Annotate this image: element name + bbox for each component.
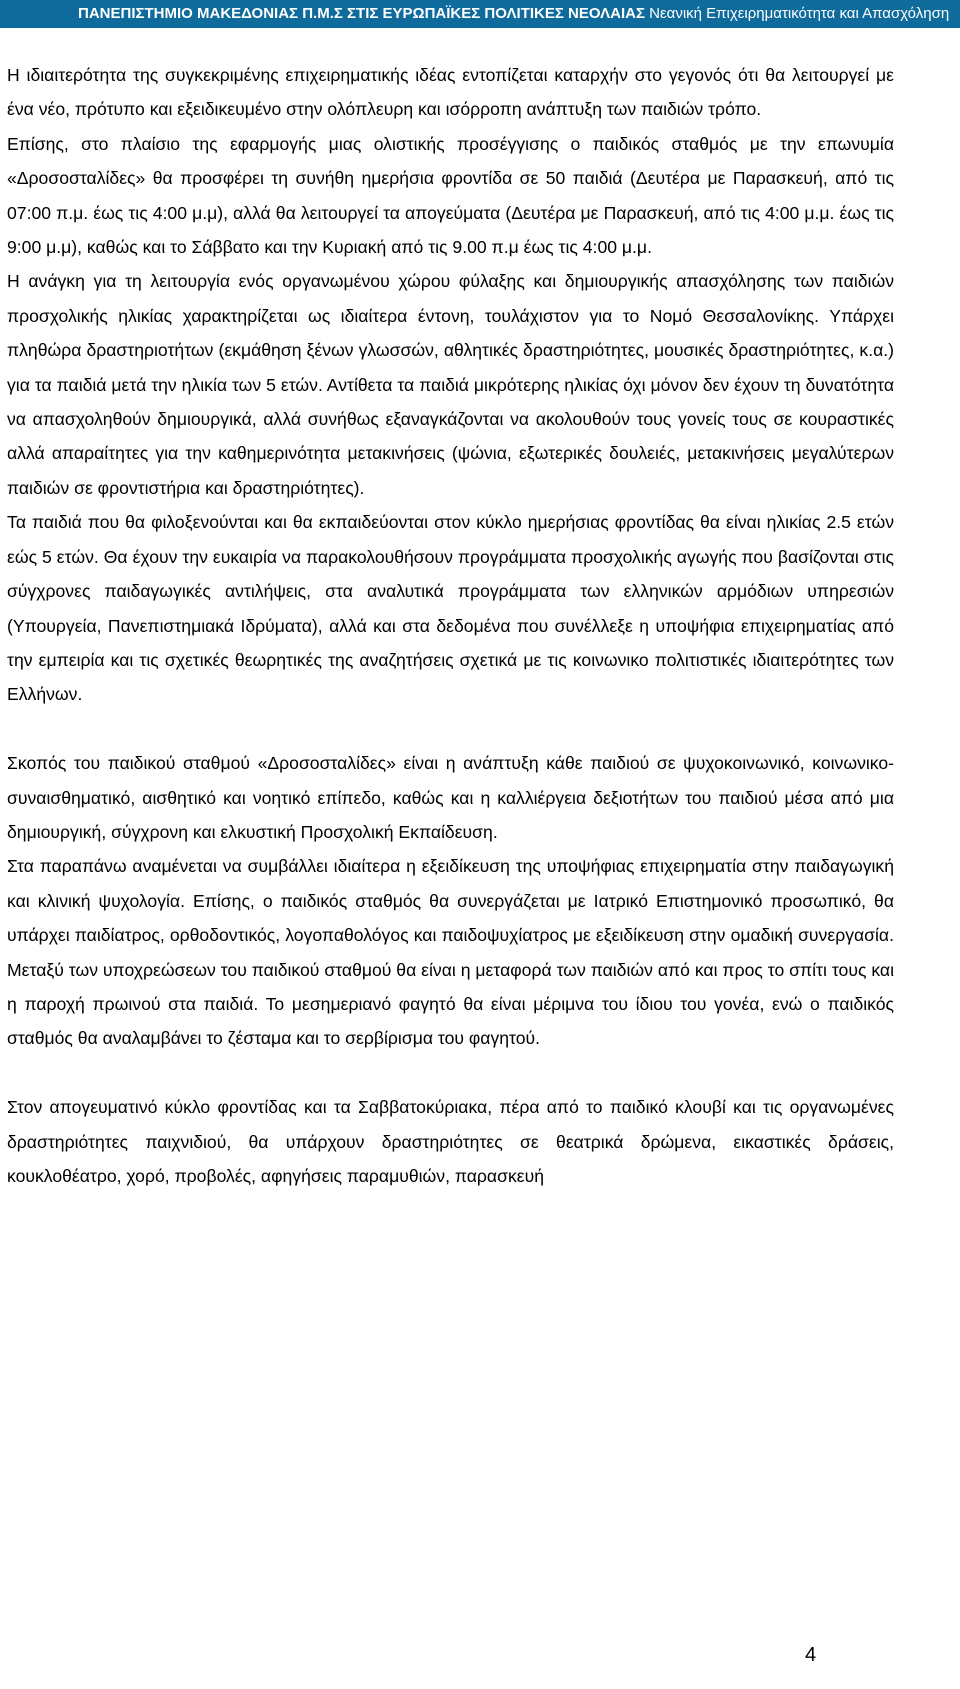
paragraph: Στον απογευματινό κύκλο φροντίδας και τα Σαββατοκύριακα, πέρα από το παιδικό κλουβί και τις οργανωμένες δραστηριότητες παιχνιδιού, θα υπάρχουν δραστηριότητες σε θεατρικά δρώμενα, εικαστικές δράσεις, κουκλοθέατρο, χορό, προβολές, αφηγήσεις παραμυθιών, παρασκευή: [7, 1097, 894, 1186]
paragraph: Τα παιδιά που θα φιλοξενούνται και θα εκπαιδεύονται στον κύκλο ημερήσιας φροντίδας θα είναι ηλικίας 2.5 ετών εώς 5 ετών. Θα έχουν την ευκαιρία να παρακολουθήσουν προγράμματα προσχολικής αγωγής που βασίζονται στις σύγχρονες παιδαγωγικές αντιλήψεις, στα αναλυτικά προγράμματα των ελληνικών αρμόδιων υπηρεσιών (Υπουργεία, Πανεπιστημιακά Ιδρύματα), αλλά και στα δεδομένα που συνέλλεξε η υποψήφια επιχειρηματίας από την εμπειρία και τις σχετικές θεωρητικές της αναζητήσεις σχετικά με τις κοινωνικο πολιτιστικές ιδιαιτερότητες των Ελλήνων.: [7, 512, 894, 705]
paragraph: Σκοπός του παιδικού σταθμού «Δροσοσταλίδες» είναι η ανάπτυξη κάθε παιδιού σε ψυχοκοινωνικό, κοινωνικο- συναισθηματικό, αισθητικό και νοητικό επίπεδο, καθώς και η καλλιέργεια δεξιοτήτων του παιδιού μέσα από μια δημιουργική, σύγχρονη και ελκυστική Προσχολική Εκπαίδευση.: [7, 753, 894, 842]
paragraph: Η ιδιαιτερότητα της συγκεκριμένης επιχειρηματικής ιδέας εντοπίζεται καταρχήν στο γεγονός ότι θα λειτουργεί με ένα νέο, πρότυπο και εξειδικευμένο στην ολόπλευρη και ισόρροπη ανάπτυξη των παιδιών τρόπο.: [7, 65, 894, 120]
header-subtitle: Νεανική Επιχειρηματικότητα και Απασχόληση: [644, 5, 950, 22]
paragraph: Στα παραπάνω αναμένεται να συμβάλλει ιδιαίτερα η εξειδίκευση της υποψήφιας επιχειρηματία στην παιδαγωγική και κλινική ψυχολογία. Επίσης, ο παιδικός σταθμός θα συνεργάζεται με Ιατρικό Επιστημονικό προσωπικό, θα υπάρχει παιδίατρος, ορθοδοντικός, λογοπαθολόγος και παιδοψυχίατρος με εξειδίκευση στην ομαδική συνεργασία. Μεταξύ των υποχρεώσεων του παιδικού σταθμού θα είναι η μεταφορά των παιδιών από και προς το σπίτι τους και η παροχή πρωινού στα παιδιά. Το μεσημεριανό φαγητό θα είναι μέριμνα του ίδιου του γονέα, ενώ ο παιδικός σταθμός θα αναλαμβάνει το ζέσταμα και το σερβίρισμα του φαγητού.: [7, 856, 894, 1049]
paragraph: Η ανάγκη για τη λειτουργία ενός οργανωμένου χώρου φύλαξης και δημιουργικής απασχόλησης των παιδιών προσχολικής ηλικίας χαρακτηρίζεται ως ιδιαίτερα έντονη, τουλάχιστον για το Νομό Θεσσαλονίκης. Υπάρχει πληθώρα δραστηριοτήτων (εκμάθηση ξένων γλωσσών, αθλητικές δραστηριότητες, μουσικές δραστηριότητες, κ.α.) για τα παιδιά μετά την ηλικία των 5 ετών. Αντίθετα τα παιδιά μικρότερης ηλικίας όχι μόνον δεν έχουν τη δυνατότητα να απασχοληθούν δημιουργικά, αλλά συνήθως εξαναγκάζονται να ακολουθούν τους γονείς τους σε κουραστικές αλλά απαραίτητες για την καθημερινότητα μετακινήσεις (ψώνια, εξωτερικές δουλειές, μετακινήσεις μεγαλύτερων παιδιών σε φροντιστήρια και δραστηριότητες).: [7, 271, 894, 498]
document-header: [0, 0, 960, 28]
page-number: 4: [805, 1644, 817, 1666]
document-body: [7, 58, 894, 1193]
header-text: [0, 0, 960, 28]
header-title: ΠΑΝΕΠΙΣΤΗΜΙΟ ΜΑΚΕΔΟΝΙΑΣ Π.Μ.Σ ΣΤΙΣ ΕΥΡΩΠΑΪΚΕΣ ΠΟΛΙΤΙΚΕΣ ΝΕΟΛΑΙΑΣ: [78, 5, 645, 22]
paragraph: Επίσης, στο πλαίσιο της εφαρμογής μιας ολιστικής προσέγγισης ο παιδικός σταθμός με την επωνυμία «Δροσοσταλίδες» θα προσφέρει τη συνήθη ημερήσια φροντίδα σε 50 παιδιά (Δευτέρα με Παρασκευή, από τις 07:00 π.μ. έως τις 4:00 μ.μ), αλλά θα λειτουργεί τα απογεύματα (Δευτέρα με Παρασκευή, από τις 4:00 μ.μ. έως τις 9:00 μ.μ), καθώς και το Σάββατο και την Κυριακή από τις 9.00 π.μ έως τις 4:00 μ.μ.: [7, 133, 894, 258]
